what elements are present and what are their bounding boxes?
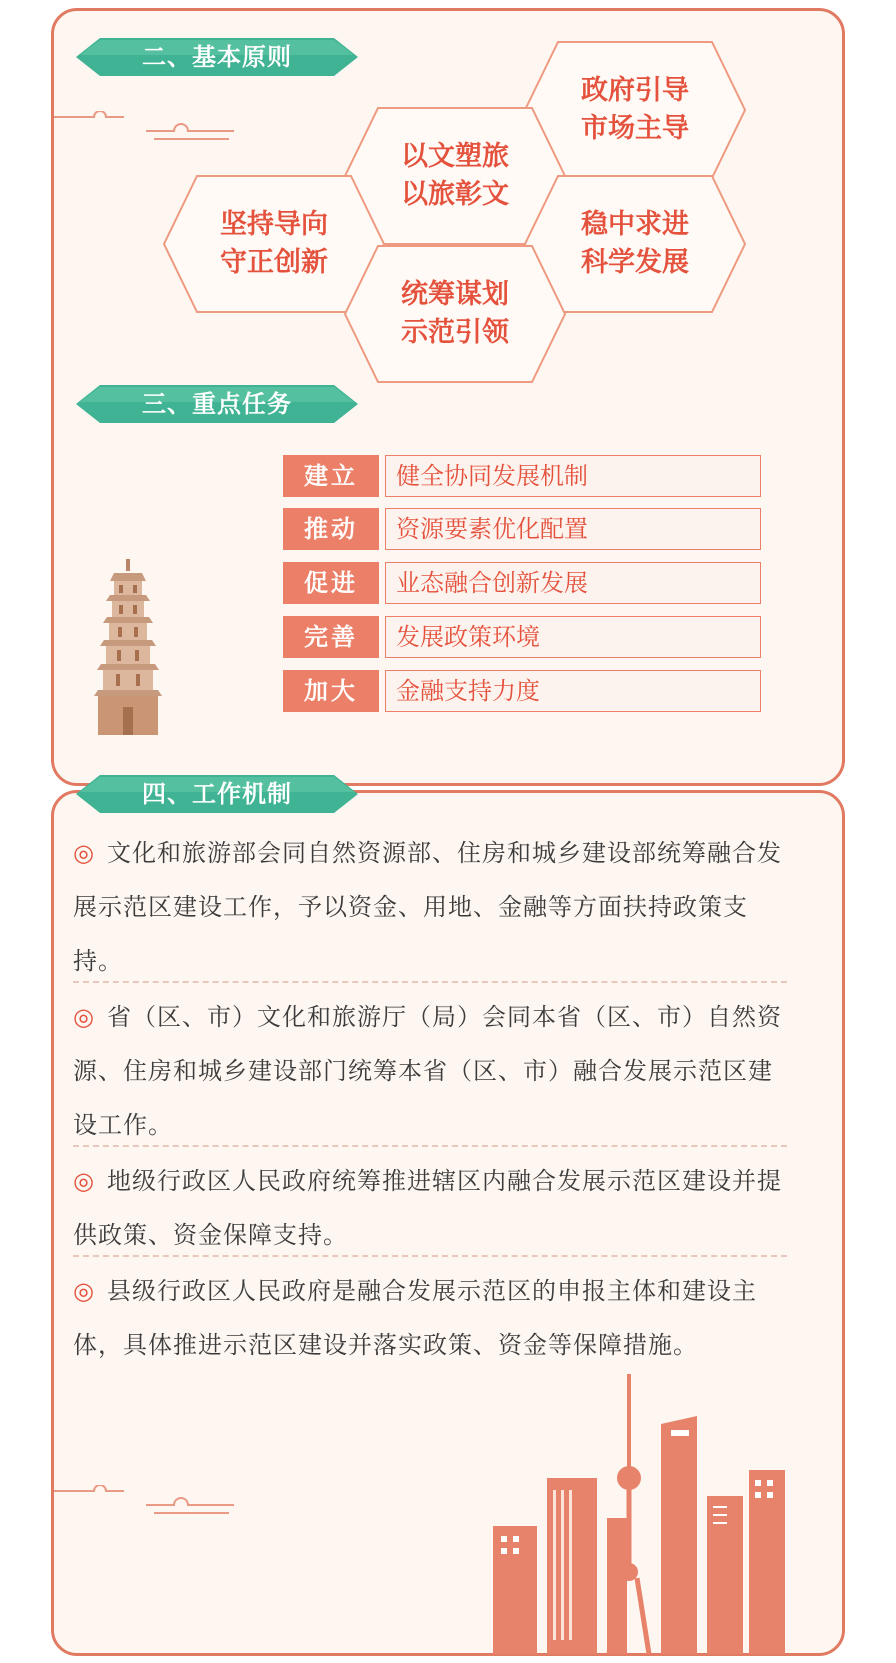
principle-hexagon bbox=[343, 244, 567, 384]
task-desc: 发展政策环境 bbox=[385, 616, 761, 658]
principle-line: 坚持导向 bbox=[220, 209, 328, 240]
task-verb: 完善 bbox=[283, 616, 379, 658]
task-verb: 推动 bbox=[283, 508, 379, 550]
dashed-divider bbox=[73, 1145, 787, 1147]
principle-line: 政府引导 bbox=[581, 75, 689, 106]
task-row bbox=[283, 670, 777, 712]
dashed-divider bbox=[73, 1255, 787, 1257]
task-desc: 健全协同发展机制 bbox=[385, 455, 761, 497]
bullet-icon: ◎ bbox=[73, 1003, 95, 1031]
mechanism-item bbox=[73, 990, 789, 1152]
principle-line: 守正创新 bbox=[220, 247, 328, 278]
cloud-ornament-icon bbox=[54, 111, 234, 147]
work-mechanism-panel bbox=[51, 780, 845, 1656]
section-title: 二、基本原则 bbox=[142, 43, 292, 71]
task-verb: 加大 bbox=[283, 670, 379, 712]
mechanism-item bbox=[73, 826, 789, 988]
mechanism-text: 省（区、市）文化和旅游厅（局）会同本省（区、市）自然资源、住房和城乡建设部门统筹本省（区、市）融合发展示范区建设工作。 bbox=[73, 1003, 782, 1139]
mechanism-item bbox=[73, 1264, 789, 1372]
pagoda-icon bbox=[74, 559, 184, 735]
mechanism-item bbox=[73, 1154, 789, 1262]
task-verb: 促进 bbox=[283, 562, 379, 604]
task-desc: 资源要素优化配置 bbox=[385, 508, 761, 550]
section-banner-tasks bbox=[76, 385, 358, 423]
section-title: 四、工作机制 bbox=[142, 780, 292, 808]
principle-line: 统筹谋划 bbox=[401, 279, 509, 310]
section-title: 三、重点任务 bbox=[142, 390, 292, 418]
principle-line: 市场主导 bbox=[581, 113, 689, 144]
section-banner-principles bbox=[76, 38, 358, 76]
bullet-icon: ◎ bbox=[73, 839, 95, 867]
task-row bbox=[283, 562, 777, 604]
mechanism-text: 县级行政区人民政府是融合发展示范区的申报主体和建设主体，具体推进示范区建设并落实政策、资金等保障措施。 bbox=[73, 1277, 757, 1359]
task-row bbox=[283, 508, 777, 550]
principles-tasks-panel bbox=[51, 8, 845, 786]
task-desc: 业态融合创新发展 bbox=[385, 562, 761, 604]
principle-line: 稳中求进 bbox=[581, 209, 689, 240]
section-banner-mechanism bbox=[76, 775, 358, 813]
bullet-icon: ◎ bbox=[73, 1277, 95, 1305]
mechanism-text: 地级行政区人民政府统筹推进辖区内融合发展示范区建设并提供政策、资金保障支持。 bbox=[73, 1167, 782, 1249]
city-skyline-icon bbox=[491, 1368, 791, 1654]
mechanism-text: 文化和旅游部会同自然资源部、住房和城乡建设部统筹融合发展示范区建设工作，予以资金、用地、金融等方面扶持政策支持。 bbox=[73, 839, 782, 975]
cloud-ornament-icon bbox=[54, 1485, 234, 1521]
principle-line: 示范引领 bbox=[401, 317, 509, 348]
task-desc: 金融支持力度 bbox=[385, 670, 761, 712]
principle-line: 以旅彰文 bbox=[401, 179, 509, 210]
principle-line: 以文塑旅 bbox=[401, 141, 509, 172]
bullet-icon: ◎ bbox=[73, 1167, 95, 1195]
task-row bbox=[283, 455, 777, 497]
task-verb: 建立 bbox=[283, 455, 379, 497]
principle-line: 科学发展 bbox=[581, 247, 689, 278]
dashed-divider bbox=[73, 981, 787, 983]
task-row bbox=[283, 616, 777, 658]
